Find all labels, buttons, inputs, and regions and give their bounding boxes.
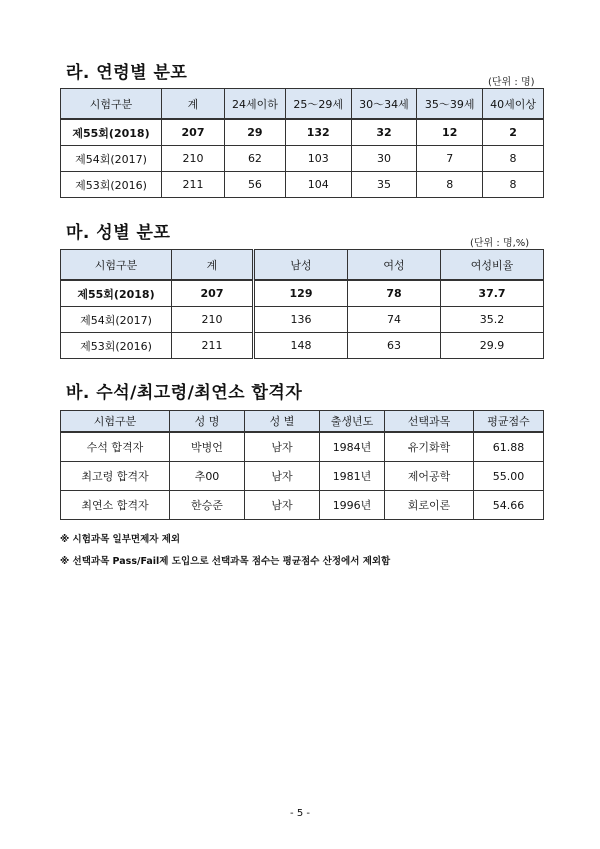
- header-cell: 시험구분: [61, 89, 162, 120]
- table-cell: 211: [162, 172, 225, 198]
- table-row: [61, 146, 544, 172]
- table-cell: 35.2: [441, 307, 544, 333]
- table-cell: 129: [254, 280, 348, 307]
- table-cell: 207: [172, 280, 254, 307]
- table-row: [61, 333, 544, 359]
- header-cell: 출생년도: [320, 411, 385, 433]
- table-cell: 30: [351, 146, 417, 172]
- table-row: [61, 119, 544, 146]
- table-cell: 56: [225, 172, 286, 198]
- header-cell: 여성: [348, 250, 441, 281]
- table-cell: 제55회(2018): [61, 119, 162, 146]
- table-cell: 35: [351, 172, 417, 198]
- table-cell: 136: [254, 307, 348, 333]
- table-cell: 남자: [245, 491, 320, 520]
- header-cell: 계: [172, 250, 254, 281]
- table-cell: 62: [225, 146, 286, 172]
- table-cell: 최연소 합격자: [61, 491, 170, 520]
- table-row: [61, 307, 544, 333]
- header-cell: 35～39세: [417, 89, 483, 120]
- gender-unit-label: (단위 : 명,%): [470, 238, 530, 249]
- age-section-title: 라. 연령별 분포: [66, 63, 188, 83]
- table-row: [61, 491, 544, 520]
- table-cell: 207: [162, 119, 225, 146]
- table-cell: 8: [483, 146, 544, 172]
- header-cell: 성 명: [170, 411, 245, 433]
- top-passers-table: [60, 410, 544, 520]
- table-cell: 103: [285, 146, 351, 172]
- table-cell: 회로이론: [385, 491, 474, 520]
- table-cell: 유기화학: [385, 432, 474, 462]
- age-distribution-table: [60, 88, 544, 198]
- header-cell: 40세이상: [483, 89, 544, 120]
- table-cell: 78: [348, 280, 441, 307]
- table-cell: 104: [285, 172, 351, 198]
- table-cell: 제54회(2017): [61, 307, 172, 333]
- header-cell: 여성비율: [441, 250, 544, 281]
- header-cell: 계: [162, 89, 225, 120]
- header-cell: 성 별: [245, 411, 320, 433]
- table-cell: 54.66: [474, 491, 544, 520]
- table-cell: 74: [348, 307, 441, 333]
- table-cell: 제어공학: [385, 462, 474, 491]
- footnote: ※ 시험과목 일부면제자 제외: [60, 534, 181, 545]
- table-cell: 132: [285, 119, 351, 146]
- table-cell: 2: [483, 119, 544, 146]
- table-cell: 7: [417, 146, 483, 172]
- table-cell: 박병언: [170, 432, 245, 462]
- footnote: ※ 선택과목 Pass/Fail제 도입으로 선택과목 점수는 평균점수 산정에서 제외함: [60, 556, 391, 567]
- table-cell: 55.00: [474, 462, 544, 491]
- header-cell: 30～34세: [351, 89, 417, 120]
- table-header-row: [61, 411, 544, 433]
- table-cell: 148: [254, 333, 348, 359]
- table-cell: 61.88: [474, 432, 544, 462]
- page-number: - 5 -: [290, 808, 310, 819]
- table-cell: 210: [172, 307, 254, 333]
- gender-section-title: 마. 성별 분포: [66, 223, 171, 243]
- table-row: [61, 172, 544, 198]
- table-cell: 제54회(2017): [61, 146, 162, 172]
- header-cell: 남성: [254, 250, 348, 281]
- table-cell: 최고령 합격자: [61, 462, 170, 491]
- table-cell: 8: [417, 172, 483, 198]
- table-row: [61, 462, 544, 491]
- table-cell: 제55회(2018): [61, 280, 172, 307]
- age-unit-label: (단위 : 명): [488, 77, 535, 88]
- table-cell: 63: [348, 333, 441, 359]
- table-cell: 1984년: [320, 432, 385, 462]
- header-cell: 선택과목: [385, 411, 474, 433]
- table-cell: 211: [172, 333, 254, 359]
- header-cell: 25～29세: [285, 89, 351, 120]
- table-cell: 29.9: [441, 333, 544, 359]
- winner-section-title: 바. 수석/최고령/최연소 합격자: [66, 383, 303, 403]
- table-cell: 남자: [245, 432, 320, 462]
- table-header-row: [61, 250, 544, 281]
- table-cell: 남자: [245, 462, 320, 491]
- table-row: [61, 432, 544, 462]
- table-cell: 32: [351, 119, 417, 146]
- header-cell: 평균점수: [474, 411, 544, 433]
- header-cell: 시험구분: [61, 250, 172, 281]
- table-cell: 수석 합격자: [61, 432, 170, 462]
- table-cell: 29: [225, 119, 286, 146]
- table-cell: 8: [483, 172, 544, 198]
- table-cell: 210: [162, 146, 225, 172]
- gender-distribution-table: [60, 249, 544, 359]
- table-cell: 제53회(2016): [61, 172, 162, 198]
- table-row: [61, 280, 544, 307]
- table-cell: 제53회(2016): [61, 333, 172, 359]
- table-cell: 12: [417, 119, 483, 146]
- header-cell: 24세이하: [225, 89, 286, 120]
- table-cell: 1996년: [320, 491, 385, 520]
- table-cell: 추00: [170, 462, 245, 491]
- header-cell: 시험구분: [61, 411, 170, 433]
- table-cell: 1981년: [320, 462, 385, 491]
- table-cell: 37.7: [441, 280, 544, 307]
- table-header-row: [61, 89, 544, 120]
- table-cell: 한승준: [170, 491, 245, 520]
